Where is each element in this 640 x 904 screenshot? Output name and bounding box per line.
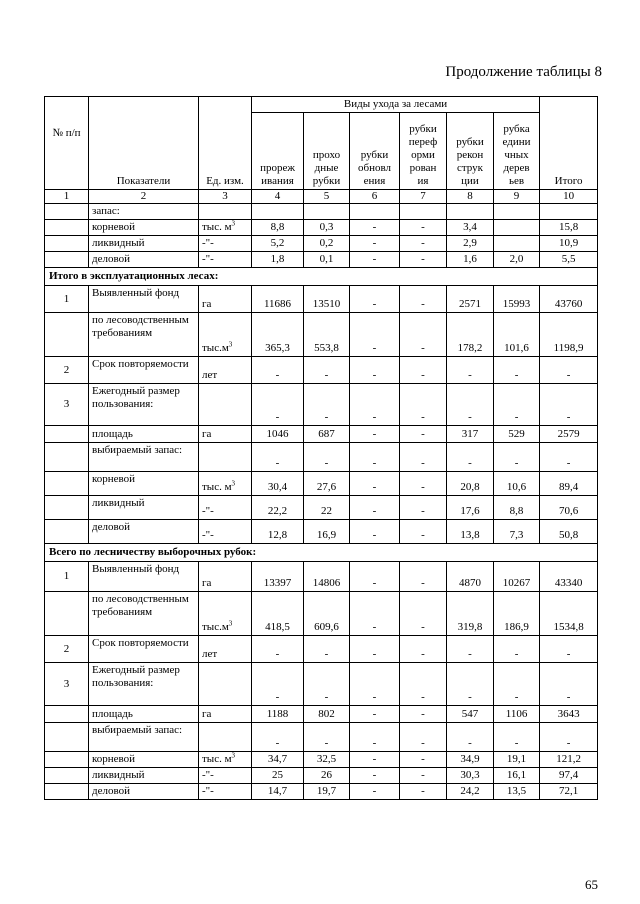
unit-superscript: 3 [231,751,236,760]
row-number [45,313,89,357]
row-number [45,236,89,252]
header-row-1 [45,97,598,113]
unit-cell [199,520,252,544]
value-cell: 13510 [304,286,350,313]
table-row [45,663,598,706]
unit-superscript: 3 [231,219,236,228]
total-cell: 70,6 [540,496,598,520]
unit-cell [199,426,252,443]
value-cell: - [400,286,447,313]
table-row [45,768,598,784]
unit-cell [199,784,252,800]
indicator-cell: по лесоводственным требованиям [89,592,199,636]
indicator-cell: корневой [89,472,199,496]
value-cell: 547 [447,706,494,723]
value-cell: - [350,768,400,784]
value-cell: - [304,357,350,384]
indicator-cell: выбираемый запас: [89,443,199,472]
value-cell: - [350,496,400,520]
table-row [45,220,598,236]
value-cell: 1,6 [447,252,494,268]
value-cell: 14,7 [252,784,304,800]
unit-text: -"- [202,253,214,265]
value-cell: - [304,663,350,706]
table-row [45,636,598,663]
header-total: Итого [540,97,598,190]
column-number: 4 [252,190,304,204]
table-row [45,384,598,426]
value-cell [494,204,540,220]
value-cell: 1046 [252,426,304,443]
indicator-cell: ликвидный [89,768,199,784]
value-cell: - [447,636,494,663]
value-cell: - [252,723,304,752]
unit-cell [199,636,252,663]
value-cell: 25 [252,768,304,784]
table-row [45,313,598,357]
unit-cell [199,357,252,384]
value-cell: - [400,592,447,636]
table-row [45,592,598,636]
value-cell: - [350,706,400,723]
value-cell: 0,2 [304,236,350,252]
section-header-row [45,268,598,286]
row-number [45,752,89,768]
header-col-reforming-cutting: рубки переф орми рован ия [400,113,447,190]
row-number [45,426,89,443]
value-cell: 15993 [494,286,540,313]
value-cell: - [252,357,304,384]
value-cell: 7,3 [494,520,540,544]
value-cell: - [447,663,494,706]
total-cell: 50,8 [540,520,598,544]
unit-text: га [202,707,212,720]
unit-cell [199,496,252,520]
value-cell: - [350,592,400,636]
unit-superscript: 3 [228,619,233,628]
unit-text: тыс. м [202,753,232,765]
value-cell: - [400,723,447,752]
value-cell: - [350,443,400,472]
total-cell: - [540,443,598,472]
total-cell: 121,2 [540,752,598,768]
value-cell: - [350,520,400,544]
value-cell: 24,2 [447,784,494,800]
table-row [45,520,598,544]
column-number: 5 [304,190,350,204]
page-number: 65 [585,877,598,892]
value-cell: - [350,472,400,496]
header-col-thinning: прореж ивания [252,113,304,190]
unit-cell [199,706,252,723]
indicator-cell: ликвидный [89,496,199,520]
unit-text: тыс.м [202,621,229,633]
header-col-single-tree-cutting: рубка едини чных дерев ьев [494,113,540,190]
column-number: 2 [89,190,199,204]
indicator-cell: деловой [89,784,199,800]
value-cell: 19,1 [494,752,540,768]
column-number: 9 [494,190,540,204]
value-cell: 1,8 [252,252,304,268]
table-row [45,562,598,592]
value-cell: - [494,636,540,663]
unit-cell [199,592,252,636]
value-cell: - [447,384,494,426]
value-cell: - [494,663,540,706]
value-cell: 687 [304,426,350,443]
unit-superscript: 3 [228,340,233,349]
value-cell: 20,8 [447,472,494,496]
value-cell: - [350,752,400,768]
value-cell: 4870 [447,562,494,592]
value-cell: 14806 [304,562,350,592]
value-cell: - [494,723,540,752]
total-cell: 10,9 [540,236,598,252]
total-cell: 2579 [540,426,598,443]
header-col-passage-cutting: прохо дные рубки [304,113,350,190]
unit-cell [199,768,252,784]
table-row [45,443,598,472]
unit-text: лет [202,648,218,660]
row-number [45,784,89,800]
indicator-cell: запас: [89,204,199,220]
value-cell [304,204,350,220]
value-cell: 34,7 [252,752,304,768]
value-cell: 317 [447,426,494,443]
total-cell: 1534,8 [540,592,598,636]
value-cell: 553,8 [304,313,350,357]
value-cell [252,204,304,220]
indicator-cell: ликвидный [89,236,199,252]
value-cell: - [252,443,304,472]
unit-text: га [202,577,212,589]
value-cell: - [447,443,494,472]
value-cell: - [400,220,447,236]
value-cell: 13,8 [447,520,494,544]
table-row [45,286,598,313]
unit-cell [199,313,252,357]
indicator-cell: деловой [89,252,199,268]
value-cell: 26 [304,768,350,784]
value-cell: - [400,496,447,520]
value-cell: 3,4 [447,220,494,236]
value-cell: 101,6 [494,313,540,357]
indicator-cell: корневой [89,752,199,768]
value-cell: 0,3 [304,220,350,236]
unit-text: тыс.м [202,342,229,354]
column-number: 6 [350,190,400,204]
value-cell: 30,4 [252,472,304,496]
header-unit: Ед. изм. [199,97,252,190]
unit-cell [199,472,252,496]
value-cell: - [350,426,400,443]
row-number [45,723,89,752]
value-cell: - [494,357,540,384]
value-cell: 8,8 [494,496,540,520]
row-number [45,520,89,544]
table-row [45,204,598,220]
total-cell: 15,8 [540,220,598,236]
total-cell: 89,4 [540,472,598,496]
total-cell: - [540,723,598,752]
unit-cell [199,443,252,472]
value-cell: 0,1 [304,252,350,268]
value-cell: - [252,636,304,663]
forest-care-table [44,96,598,800]
value-cell: - [350,313,400,357]
section-title: Всего по лесничеству выборочных рубок: [45,544,598,562]
value-cell [494,236,540,252]
column-number: 7 [400,190,447,204]
unit-text: тыс. м [202,221,232,233]
indicator-cell: Ежегодный размер пользования: [89,384,199,426]
total-cell [540,204,598,220]
unit-cell [199,286,252,313]
row-number [45,252,89,268]
value-cell: 5,2 [252,236,304,252]
value-cell: 1106 [494,706,540,723]
value-cell: 319,8 [447,592,494,636]
row-number: 2 [45,636,89,663]
indicator-cell: деловой [89,520,199,544]
value-cell: 529 [494,426,540,443]
value-cell: - [400,784,447,800]
table-row [45,472,598,496]
value-cell: - [400,443,447,472]
row-number [45,768,89,784]
total-cell: - [540,357,598,384]
value-cell: - [400,357,447,384]
value-cell: - [350,636,400,663]
unit-text: -"- [202,237,214,249]
value-cell: - [350,236,400,252]
value-cell: 32,5 [304,752,350,768]
table-row [45,252,598,268]
indicator-cell: по лесоводственным требованиям [89,313,199,357]
value-cell: 34,9 [447,752,494,768]
total-cell: 72,1 [540,784,598,800]
total-cell: 97,4 [540,768,598,784]
row-number [45,204,89,220]
header-col-reconstruction-cutting: рубки рекон струк ции [447,113,494,190]
value-cell: 10,6 [494,472,540,496]
value-cell: - [400,236,447,252]
indicator-cell: площадь [89,426,199,443]
indicator-cell: корневой [89,220,199,236]
value-cell: - [494,384,540,426]
unit-text: га [202,298,212,310]
table-row [45,236,598,252]
unit-superscript: 3 [231,479,236,488]
indicator-cell: Срок повторяемости [89,636,199,663]
row-number [45,472,89,496]
column-number: 8 [447,190,494,204]
unit-text: -"- [202,785,214,797]
value-cell: 418,5 [252,592,304,636]
value-cell: 17,6 [447,496,494,520]
table-row [45,357,598,384]
unit-text: тыс. м [202,481,232,493]
row-number [45,592,89,636]
value-cell: - [400,520,447,544]
value-cell: - [400,752,447,768]
value-cell: - [400,562,447,592]
value-cell: 11686 [252,286,304,313]
value-cell: - [304,723,350,752]
section-header-row [45,544,598,562]
unit-cell [199,236,252,252]
unit-text: -"- [202,505,214,517]
value-cell: - [304,636,350,663]
total-cell: 1198,9 [540,313,598,357]
total-cell: - [540,636,598,663]
value-cell: 609,6 [304,592,350,636]
table-row [45,752,598,768]
value-cell: - [304,443,350,472]
total-cell: 3643 [540,706,598,723]
table-row [45,706,598,723]
unit-text: -"- [202,529,214,541]
table-caption: Продолжение таблицы 8 [445,64,602,80]
value-cell: - [350,252,400,268]
value-cell: - [350,220,400,236]
value-cell: - [400,472,447,496]
value-cell: - [350,784,400,800]
value-cell [494,220,540,236]
header-col-renewal-cutting: рубки обновл ения [350,113,400,190]
unit-cell [199,723,252,752]
header-num: № п/п [45,97,89,190]
value-cell: - [400,252,447,268]
value-cell: - [400,663,447,706]
value-cell [400,204,447,220]
value-cell: 178,2 [447,313,494,357]
value-cell: 22,2 [252,496,304,520]
total-cell: - [540,384,598,426]
value-cell: 8,8 [252,220,304,236]
column-numbers-row [45,190,598,204]
value-cell: - [400,636,447,663]
row-number [45,220,89,236]
value-cell: 13,5 [494,784,540,800]
value-cell: 365,3 [252,313,304,357]
value-cell: 2,0 [494,252,540,268]
indicator-cell: площадь [89,706,199,723]
unit-cell [199,204,252,220]
value-cell: 13397 [252,562,304,592]
row-number [45,706,89,723]
indicator-cell: выбираемый запас: [89,723,199,752]
row-number [45,443,89,472]
unit-text: -"- [202,769,214,781]
value-cell: - [350,286,400,313]
row-number: 1 [45,562,89,592]
value-cell: 1188 [252,706,304,723]
value-cell: 19,7 [304,784,350,800]
value-cell: - [252,384,304,426]
value-cell: 27,6 [304,472,350,496]
value-cell: - [447,723,494,752]
unit-cell [199,384,252,426]
indicator-cell: Выявленный фонд [89,562,199,592]
value-cell: 30,3 [447,768,494,784]
value-cell: - [400,426,447,443]
table-row [45,784,598,800]
table-row [45,496,598,520]
unit-cell [199,562,252,592]
value-cell: 22 [304,496,350,520]
value-cell: 12,8 [252,520,304,544]
value-cell: 2571 [447,286,494,313]
row-number: 3 [45,384,89,426]
unit-cell [199,220,252,236]
header-indicator: Показатели [89,97,199,190]
value-cell: 16,1 [494,768,540,784]
indicator-cell: Выявленный фонд [89,286,199,313]
unit-text: га [202,427,212,440]
row-number [45,496,89,520]
total-cell: - [540,663,598,706]
value-cell: - [350,384,400,426]
table-row [45,723,598,752]
value-cell: - [350,562,400,592]
unit-cell [199,252,252,268]
column-number: 1 [45,190,89,204]
value-cell: - [494,443,540,472]
value-cell: 10267 [494,562,540,592]
total-cell: 43760 [540,286,598,313]
total-cell: 43340 [540,562,598,592]
value-cell: - [350,663,400,706]
table-row [45,426,598,443]
column-number: 3 [199,190,252,204]
value-cell: - [304,384,350,426]
indicator-cell: Срок повторяемости [89,357,199,384]
value-cell: - [350,723,400,752]
value-cell [447,204,494,220]
row-number: 3 [45,663,89,706]
column-number: 10 [540,190,598,204]
header-care-types: Виды ухода за лесами [252,97,540,113]
row-number: 2 [45,357,89,384]
value-cell: - [350,357,400,384]
unit-cell [199,663,252,706]
row-number: 1 [45,286,89,313]
section-title: Итого в эксплуатационных лесах: [45,268,598,286]
value-cell: 2,9 [447,236,494,252]
indicator-cell: Ежегодный размер пользования: [89,663,199,706]
value-cell: 186,9 [494,592,540,636]
value-cell: - [447,357,494,384]
value-cell: - [400,706,447,723]
value-cell: - [252,663,304,706]
value-cell: 802 [304,706,350,723]
value-cell: - [400,313,447,357]
value-cell: 16,9 [304,520,350,544]
unit-cell [199,752,252,768]
value-cell: - [400,768,447,784]
value-cell: - [400,384,447,426]
unit-text: лет [202,369,218,381]
value-cell [350,204,400,220]
total-cell: 5,5 [540,252,598,268]
